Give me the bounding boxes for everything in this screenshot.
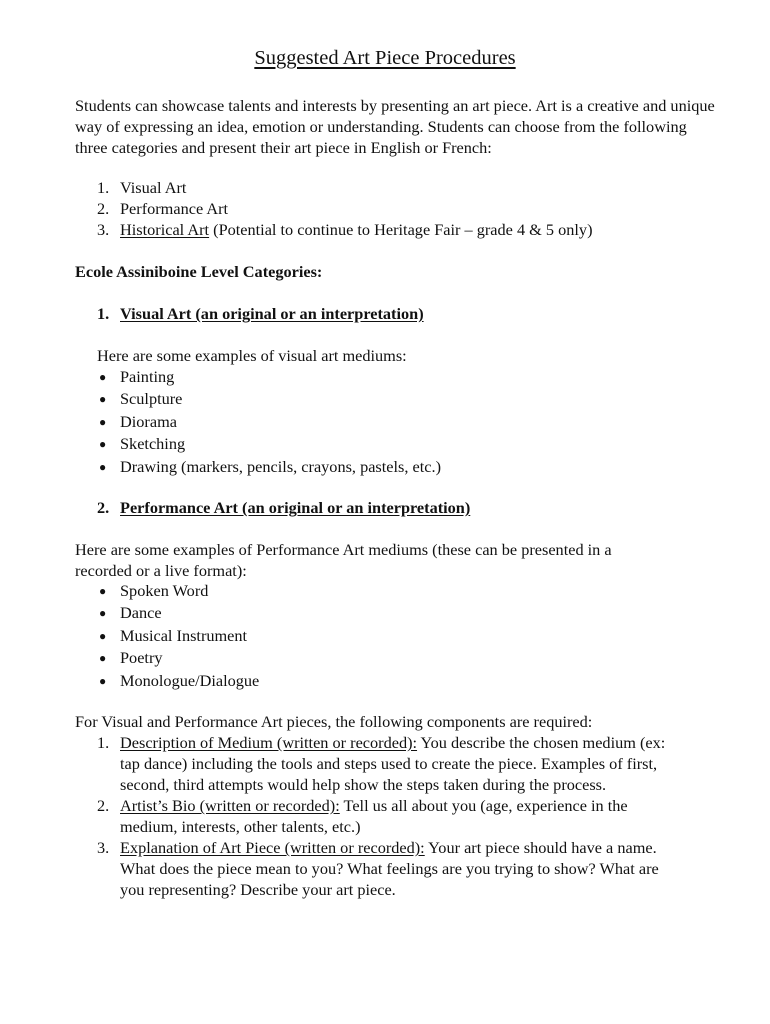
list-item <box>97 388 697 410</box>
category-item <box>97 177 697 198</box>
category-item <box>97 198 697 219</box>
component-label: Artist’s Bio (written or recorded): <box>120 796 340 815</box>
component-text: Your art piece should have a name. What does the piece mean to you? What feelings are you trying to show? What are you representing? Describe your art piece. <box>120 838 659 899</box>
category-label: Visual Art <box>120 178 187 197</box>
bullet-icon: ● <box>99 584 107 598</box>
list-item-text: Sculpture <box>120 389 183 409</box>
intro-paragraph: Students can showcase talents and interests by presenting an art piece. Art is a creative and unique way of expressing an idea, emotion or understanding. Students can choose from the following three categories and present their art piece in English or French: <box>75 96 715 157</box>
list-item-text: Monologue/Dialogue <box>120 670 260 690</box>
visual-medium-list <box>97 366 697 478</box>
component-text: Tell us all about you (age, experience in the medium, interests, other talents, etc.) <box>120 796 628 836</box>
list-item <box>97 625 697 647</box>
list-item <box>97 602 697 624</box>
section-title: Visual Art (an original or an interpretation) <box>120 304 424 323</box>
section-title: Performance Art (an original or an interpretation) <box>120 498 471 517</box>
section-number: 2. <box>97 498 110 517</box>
bullet-icon: ● <box>99 606 107 621</box>
component-label: Description of Medium (written or recorded): <box>120 733 418 752</box>
category-label: Historical Art <box>120 220 210 239</box>
list-item-text: Poetry <box>120 648 163 668</box>
list-item <box>97 433 697 455</box>
list-item <box>97 670 697 692</box>
bullet-icon: ● <box>99 392 107 407</box>
bullet-icon: ● <box>99 414 107 429</box>
list-item <box>97 456 697 478</box>
bullet-icon: ● <box>99 628 107 643</box>
bullet-icon: ● <box>99 673 107 688</box>
page-title: Suggested Art Piece Procedures <box>254 47 516 69</box>
list-item-text: Spoken Word <box>120 581 209 600</box>
visual-intro: Here are some examples of visual art mediums: <box>97 346 407 365</box>
category-note: (Potential to continue to Heritage Fair – grade 4 & 5 only) <box>209 220 593 239</box>
list-number: 2. <box>97 199 110 218</box>
list-number: 3. <box>97 220 110 239</box>
category-item <box>97 219 697 240</box>
list-item <box>97 580 697 602</box>
category-label: Performance Art <box>120 199 229 218</box>
components-intro: For Visual and Performance Art pieces, the following components are required: <box>75 712 593 731</box>
level-heading: Ecole Assiniboine Level Categories: <box>75 262 323 281</box>
intro-block <box>75 95 715 158</box>
bullet-icon: ● <box>99 437 107 452</box>
bullet-icon: ● <box>99 370 107 384</box>
list-number: 1. <box>97 178 110 197</box>
performance-art-heading <box>97 497 697 518</box>
bullet-icon: ● <box>99 459 107 474</box>
component-item <box>97 732 682 795</box>
list-item-text: Sketching <box>120 434 186 454</box>
component-item <box>97 837 682 900</box>
list-item-text: Musical Instrument <box>120 625 248 645</box>
performance-medium-list <box>97 580 697 692</box>
list-number: 2. <box>97 796 110 815</box>
list-item <box>97 411 697 433</box>
component-label: Explanation of Art Piece (written or recorded): <box>120 838 425 857</box>
section-number: 1. <box>97 304 110 323</box>
list-item <box>97 647 697 669</box>
component-text: You describe the chosen medium (ex: tap dance) including the tools and steps used to create the piece. Examples of first, second, third attempts would help show the steps taken during the process. <box>120 733 666 794</box>
bullet-icon: ● <box>99 651 107 666</box>
list-number: 1. <box>97 733 110 752</box>
visual-art-heading <box>97 303 697 324</box>
list-item-text: Painting <box>120 367 175 386</box>
list-item-text: Drawing (markers, pencils, crayons, pastels, etc.) <box>120 456 441 476</box>
performance-intro: Here are some examples of Performance Art mediums (these can be presented in a recorded or a live format): <box>75 540 612 580</box>
category-list <box>97 177 697 240</box>
list-number: 3. <box>97 838 110 857</box>
list-item <box>97 366 697 388</box>
list-item-text: Dance <box>120 603 162 623</box>
components-list <box>97 732 682 900</box>
list-item-text: Diorama <box>120 411 177 431</box>
component-item <box>97 795 682 837</box>
